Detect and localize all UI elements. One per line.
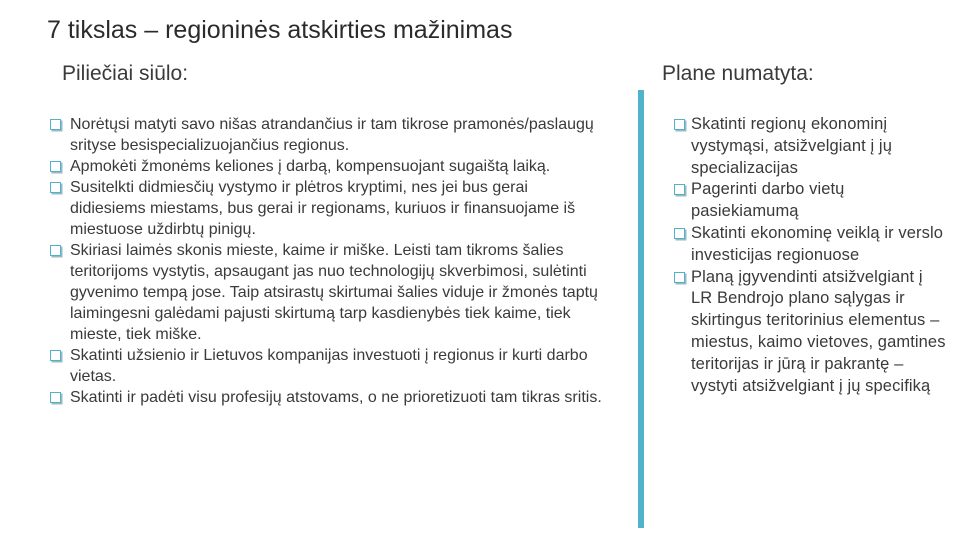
list-item-text: Norėtųsi matyti savo nišas atrandančius ir tam tikrose pramonės/paslaugų srityse besispecializuojančius regionus.: [70, 116, 594, 154]
checkbox-bullet-icon: [674, 228, 685, 239]
plan-items-list: [674, 114, 946, 397]
column-divider: [638, 90, 644, 528]
list-item-text: Skatinti užsienio ir Lietuvos kompanijas investuoti į regionus ir kurti darbo vietas.: [70, 347, 588, 385]
list-item-text: Skatinti ir padėti visu profesijų atstovams, o ne prioretizuoti tam tikras sritis.: [70, 389, 602, 406]
list-item-text: Susitelkti didmiesčių vystymo ir plėtros kryptimi, nes jei bus gerai didiesiems miestams, bus gerai ir regionams, kuriuos ir finansuojame iš miestuose uždirbtų pinigų.: [70, 179, 576, 238]
list-item: [674, 114, 946, 179]
slide-title: 7 tikslas – regioninės atskirties mažinimas: [47, 16, 513, 44]
citizens-proposals-list: [50, 114, 605, 408]
list-item: [50, 345, 605, 387]
checkbox-bullet-icon: [50, 245, 61, 256]
checkbox-bullet-icon: [50, 350, 61, 361]
left-column-heading: Piliečiai siūlo:: [62, 62, 189, 85]
checkbox-bullet-icon: [674, 272, 685, 283]
list-item-text: Pagerinti darbo vietų pasiekiamumą: [691, 180, 845, 221]
list-item: [50, 156, 605, 177]
list-item-text: Skiriasi laimės skonis mieste, kaime ir miške. Leisti tam tikroms šalies teritorijoms vystytis, apsaugant jas nuo technologijų skverbimosi, sulėtinti gyvenimo tempą jose. Taip atsirastų skirtumai šalies viduje ir žmonės taptų laimingesni galėdami pajusti skirtumą tarp kasdienybės tiek kaime, tiek mieste, tiek miške.: [70, 242, 598, 343]
checkbox-bullet-icon: [50, 392, 61, 403]
right-column-heading: Plane numatyta:: [662, 62, 814, 85]
checkbox-bullet-icon: [50, 161, 61, 172]
list-item: [50, 177, 605, 240]
checkbox-bullet-icon: [674, 184, 685, 195]
list-item: [50, 240, 605, 345]
list-item-text: Planą įgyvendinti atsižvelgiant į LR Bendrojo plano sąlygas ir skirtingus teritorinius elementus – miestus, kaimo vietoves, gamtines teritorijas ir jūrą ir pakrantę – vystyti atsižvelgiant į jų specifiką: [691, 267, 946, 395]
list-item-text: Skatinti ekonominę veiklą ir verslo investicijas regionuose: [691, 223, 944, 264]
list-item: [674, 179, 946, 223]
list-item: [674, 267, 946, 398]
checkbox-bullet-icon: [674, 119, 685, 130]
list-item: [50, 114, 605, 156]
checkbox-bullet-icon: [50, 182, 61, 193]
list-item-text: Skatinti regionų ekonominį vystymąsi, atsižvelgiant į jų specializacijas: [691, 115, 892, 177]
list-item-text: Apmokėti žmonėms keliones į darbą, kompensuojant sugaištą laiką.: [70, 158, 551, 175]
list-item: [50, 387, 605, 408]
checkbox-bullet-icon: [50, 119, 61, 130]
list-item: [674, 223, 946, 267]
